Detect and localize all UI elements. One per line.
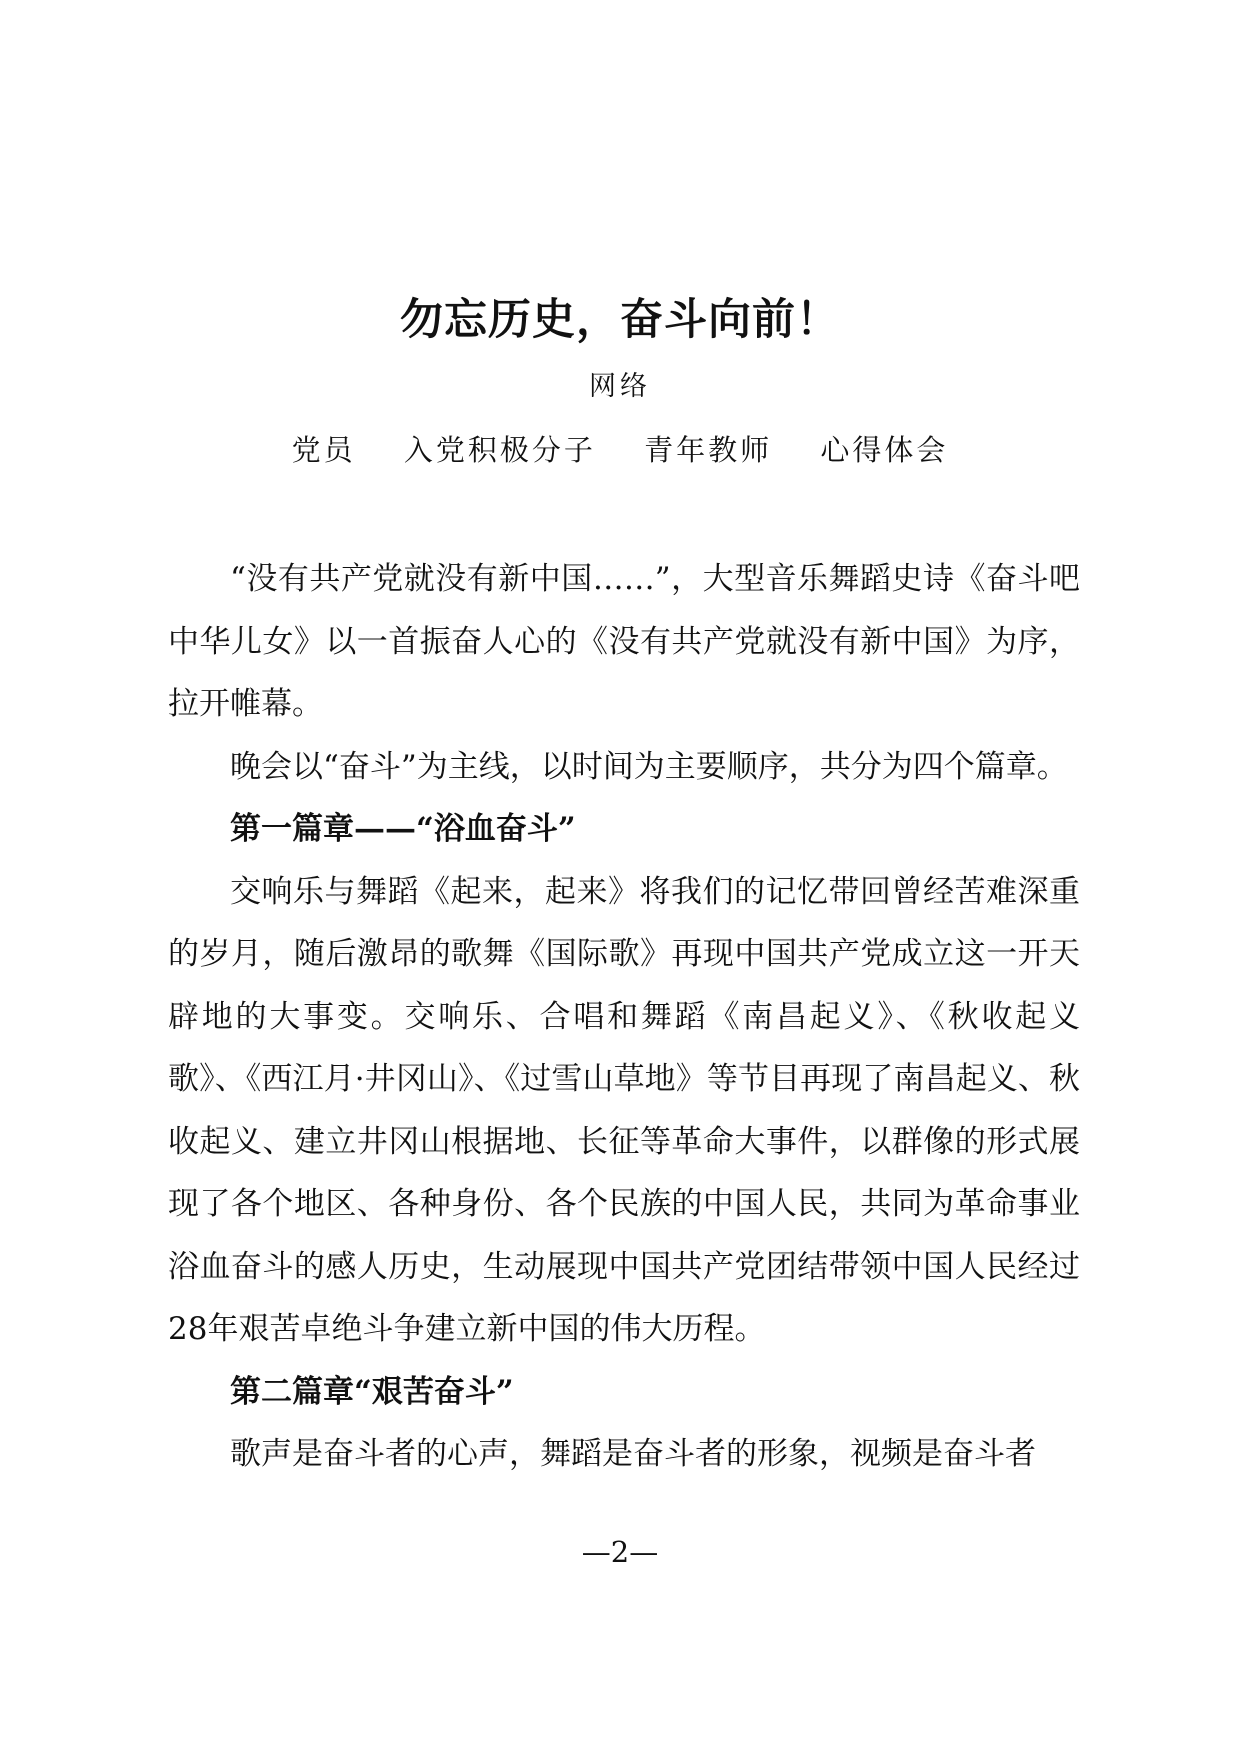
section-heading: 第二篇章“艰苦奋斗” xyxy=(230,1373,514,1410)
keyword: 青年教师 xyxy=(644,433,773,467)
keyword: 党员 xyxy=(291,433,356,467)
keyword-list xyxy=(0,428,1240,469)
keyword: 心得体会 xyxy=(820,433,949,467)
paragraph: 歌声是奋斗者的心声，舞蹈是奋斗者的形象，视频是奋斗者 xyxy=(230,1436,1036,1472)
paragraph: 交响乐与舞蹈《起来，起来》将我们的记忆带回曾经苦难深重的岁月，随后激昂的歌舞《国际歌》再现中国共产党成立这一开天辟地的大事变。交响乐、合唱和舞蹈《南昌起义》、《秋收起义歌》、《西江月·井冈山》、《过雪山草地》等节目再现了南昌起义、秋收起义、建立井冈山根据地、长征等革命大事件，以群像的形式展现了各个地区、各种身份、各个民族的中国人民，共同为革命事业浴血奋斗的感人历史，生动展现中国共产党团结带领中国人民经过28年艰苦卓绝斗争建立新中国的伟大历程。 xyxy=(168,873,1080,1347)
paragraph: 晚会以“奋斗”为主线，以时间为主要顺序，共分为四个篇章。 xyxy=(230,748,1068,785)
section-heading: 第一篇章——“浴血奋斗” xyxy=(230,811,576,847)
keyword: 入党积极分子 xyxy=(403,433,596,467)
page-number: —2— xyxy=(581,1535,659,1569)
article-body xyxy=(168,548,1080,1486)
article-title: 勿忘历史，奋斗向前！ xyxy=(400,295,840,345)
article-source: 网络 xyxy=(589,371,651,402)
paragraph: “没有共产党就没有新中国……”，大型音乐舞蹈史诗《奋斗吧 中华儿女》以一首振奋人心的《没有共产党就没有新中国》为序，拉开帷幕。 xyxy=(168,561,1080,722)
